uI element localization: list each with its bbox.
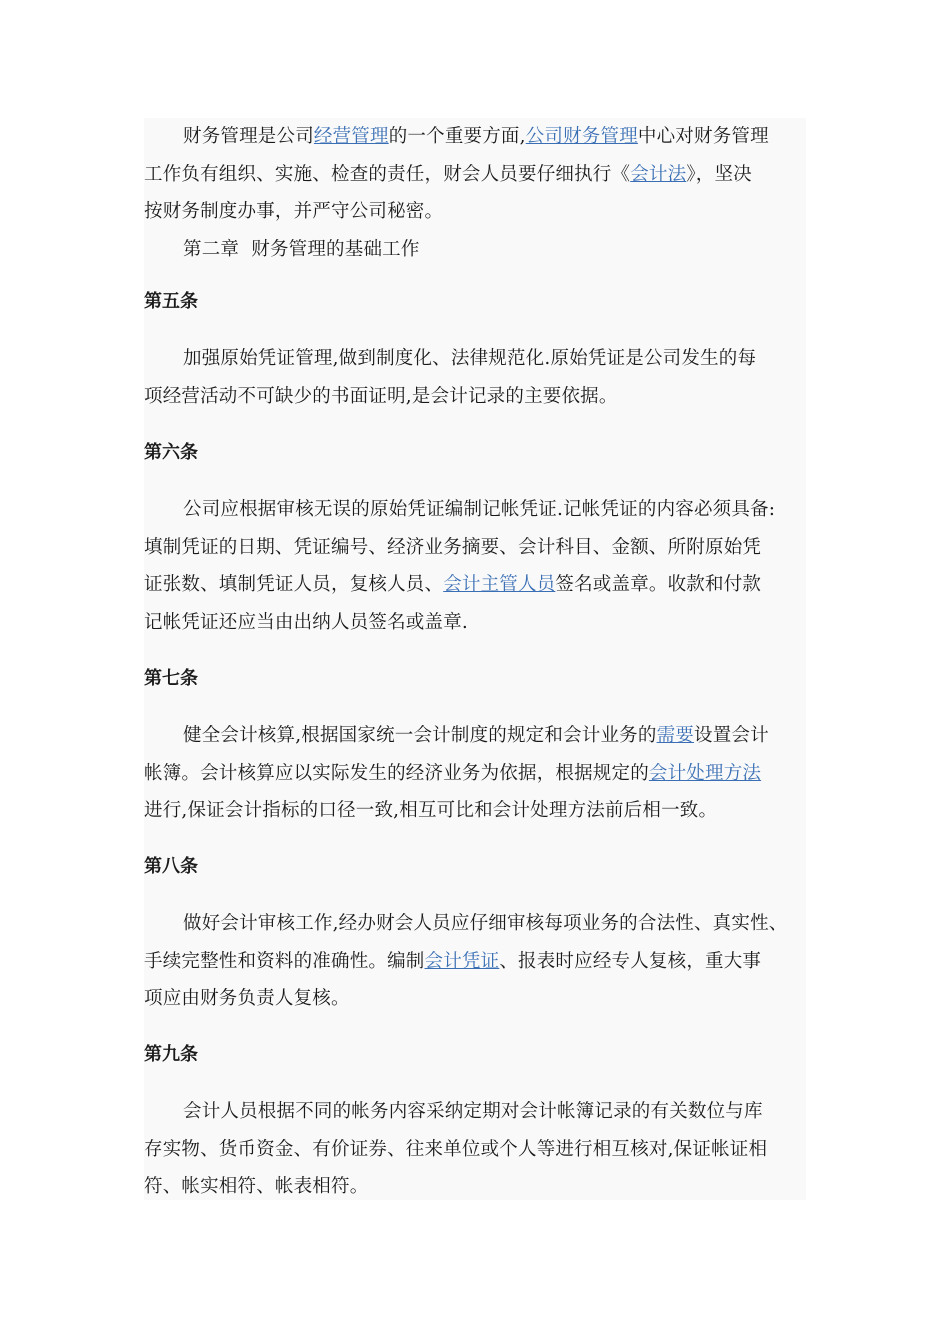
article-5-line-1: 加强原始凭证管理,做到制度化、法律规范化.原始凭证是公司发生的每 (183, 348, 757, 369)
intro-line-1 (144, 118, 834, 156)
chapter-title: 第二章 财务管理的基础工作 (183, 238, 420, 260)
article-6-paragraph (144, 491, 834, 641)
text: 工作负有组织、实施、检查的责任，财会人员要仔细执行《 (144, 163, 631, 185)
article-6-line-2: 填制凭证的日期、凭证编号、经济业务摘要、会计科目、金额、所附原始凭 (144, 536, 762, 558)
link-accounting-law[interactable]: 会计法 (630, 163, 687, 185)
article-8-line-3: 项应由财务负责人复核。 (144, 988, 350, 1009)
text: 、报表时应经专人复核，重大事 (499, 950, 762, 972)
article-7-line-3: 进行,保证会计指标的口径一致,相互可比和会计处理方法前后相一致。 (144, 800, 718, 821)
article-6-title: 第六条 (144, 442, 198, 463)
link-accounting-methods[interactable]: 会计处理方法 (648, 762, 762, 784)
article-6-line-3 (144, 566, 834, 604)
article-7-line-2 (144, 755, 834, 793)
link-accounting-vouchers[interactable]: 会计凭证 (424, 950, 500, 972)
link-needs[interactable]: 需要 (656, 725, 694, 746)
text: 的一个重要方面, (388, 126, 526, 147)
article-8-title: 第八条 (144, 856, 198, 877)
text: 设置会计 (694, 725, 769, 746)
link-accounting-supervisor[interactable]: 会计主管人员 (443, 574, 556, 595)
article-7-title: 第七条 (144, 668, 198, 689)
text: 中心对财务管理 (637, 126, 769, 147)
text: 》，坚决 (686, 163, 752, 185)
article-8-line-1: 做好会计审核工作,经办财会人员应仔细审核每项业务的合法性、真实性、 (183, 913, 788, 934)
text: 签名或盖章。收款和付款 (555, 574, 762, 595)
document-body (144, 118, 806, 1200)
article-9-line-2: 存实物、货币资金、有价证券、往来单位或个人等进行相互核对,保证帐证相 (144, 1138, 768, 1160)
text: 健全会计核算,根据国家统一会计制度的规定和会计业务的 (183, 725, 657, 746)
article-6-line-1: 公司应根据审核无误的原始凭证编制记帐凭证.记帐凭证的内容必须具备: (183, 499, 776, 520)
intro-line-2 (144, 156, 834, 194)
article-9-line-1: 会计人员根据不同的帐务内容采纳定期对会计帐簿记录的有关数位与库 (183, 1101, 763, 1122)
article-5-line-2: 项经营活动不可缺少的书面证明,是会计记录的主要依据。 (144, 385, 618, 407)
article-5-title: 第五条 (144, 291, 198, 312)
article-5-paragraph (144, 340, 834, 415)
article-8-paragraph (144, 905, 834, 1018)
article-7-paragraph (144, 717, 834, 830)
article-6-line-4: 记帐凭证还应当由出纳人员签名或盖章. (144, 611, 468, 633)
text: 财务管理是公司 (183, 126, 314, 147)
article-9-line-3: 符、帐实相符、帐表相符。 (144, 1176, 369, 1197)
article-9-paragraph (144, 1093, 834, 1206)
text: 证张数、填制凭证人员，复核人员、 (144, 574, 444, 595)
intro-line-3: 按财务制度办事，并严守公司秘密。 (144, 201, 444, 222)
text: 手续完整性和资料的准确性。编制 (144, 950, 425, 972)
intro-paragraph (144, 118, 834, 268)
link-company-finance-management[interactable]: 公司财务管理 (525, 126, 638, 147)
article-8-line-2 (144, 943, 834, 981)
link-business-management[interactable]: 经营管理 (313, 126, 389, 147)
text: 帐簿。会计核算应以实际发生的经济业务为依据，根据规定的 (144, 762, 649, 784)
article-9-title: 第九条 (144, 1044, 198, 1065)
article-7-line-1 (144, 717, 834, 755)
